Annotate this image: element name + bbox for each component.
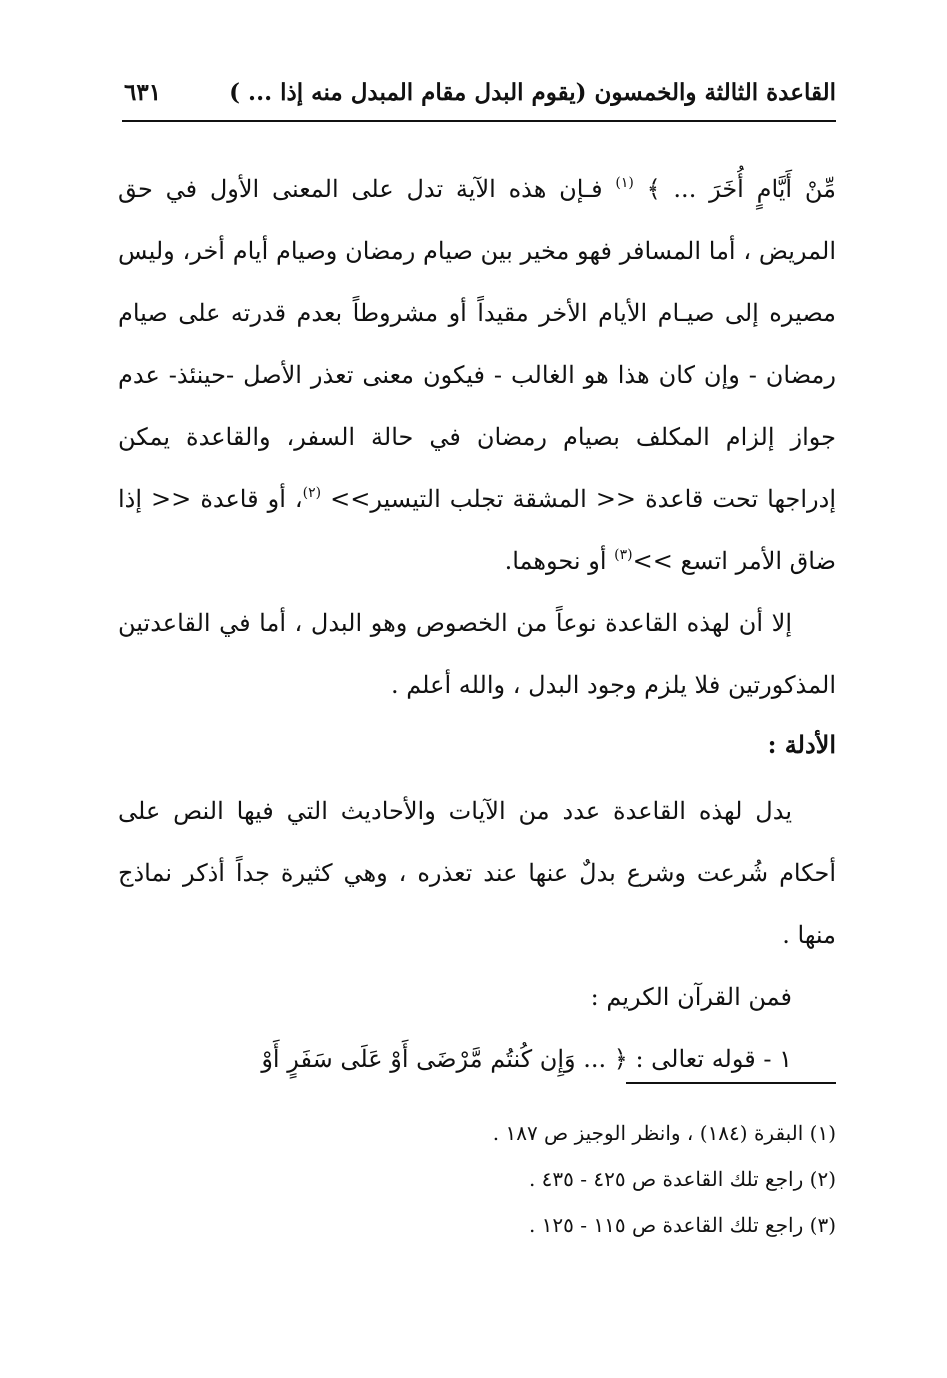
- footnote-divider: [626, 1082, 836, 1084]
- chapter-title: القاعدة الثالثة والخمسون (يقوم البدل مقام المبدل منه إذا ... ): [229, 78, 836, 106]
- section-heading-evidence: الأدلة :: [767, 730, 836, 759]
- paragraph-text: فـإن هذه الآية تدل على المعنى الأول في حق المريض ، أما المسافر فهو مخير بين صيام رمضان وصيام أيام أخر، وليس مصيره إلى صيـام الأيام الأخر مقيداً أو مشروطاً بعدم قدرته على صيام رمضان - وإن كان هذا هو الغالب - فيكون معنى تعذر الأصل -حينئذ- عدم جواز إلزام المكلف بصيام رمضان في حالة السفر، والقاعدة يمكن إدراجها تحت قاعدة << المشقة تجلب التيسير>>: [118, 175, 836, 513]
- paragraph-evidence: يدل لهذه القاعدة عدد من الآيات والأحاديث التي فيها النص على أحكام شُرعت وشرع بدلٌ عنها عند تعذره ، وهي كثيرة جداً أذكر نماذج منها .: [118, 797, 836, 949]
- paragraph-text: ، أو قاعدة << إذا ضاق الأمر اتسع >>: [118, 485, 836, 575]
- footnote-marker-2: (٢): [302, 485, 322, 501]
- book-page: [118, 0, 836, 1378]
- quran-intro: فمن القرآن الكريم :: [590, 983, 792, 1011]
- page-number: ٦٣١: [124, 78, 162, 106]
- running-header: [118, 70, 836, 114]
- footnote-3: (٣) راجع تلك القاعدة ص ١١٥ - ١٢٥ .: [528, 1213, 836, 1237]
- footnote-marker-3: (٣): [614, 547, 633, 563]
- paragraph-text: أو نحوهما.: [504, 547, 615, 575]
- footnote-1: (١) البقرة (١٨٤) ، وانظر الوجيز ص ١٨٧ .: [492, 1121, 836, 1145]
- paragraph-continuation: [118, 158, 836, 592]
- footnote-marker-1: (١): [615, 175, 634, 191]
- main-text: [118, 158, 836, 1090]
- paragraph-exception: إلا أن لهذه القاعدة نوعاً من الخصوص وهو البدل ، أما في القاعدتين المذكورتين فلا يلزم وجود البدل ، والله أعلم .: [118, 609, 836, 699]
- evidence-item-1: ١ - قوله تعالى : ﴿ ... وَإِن كُنتُم مَّرْضَى أَوْ عَلَى سَفَرٍ أَوْ: [261, 1045, 792, 1073]
- footnotes: [118, 1110, 836, 1248]
- header-divider: [122, 120, 836, 122]
- paragraph-text: مِّنْ أَيَّامٍ أُخَرَ ... ﴾: [646, 175, 836, 203]
- footnote-2: (٢) راجع تلك القاعدة ص ٤٢٥ - ٤٣٥ .: [528, 1167, 836, 1191]
